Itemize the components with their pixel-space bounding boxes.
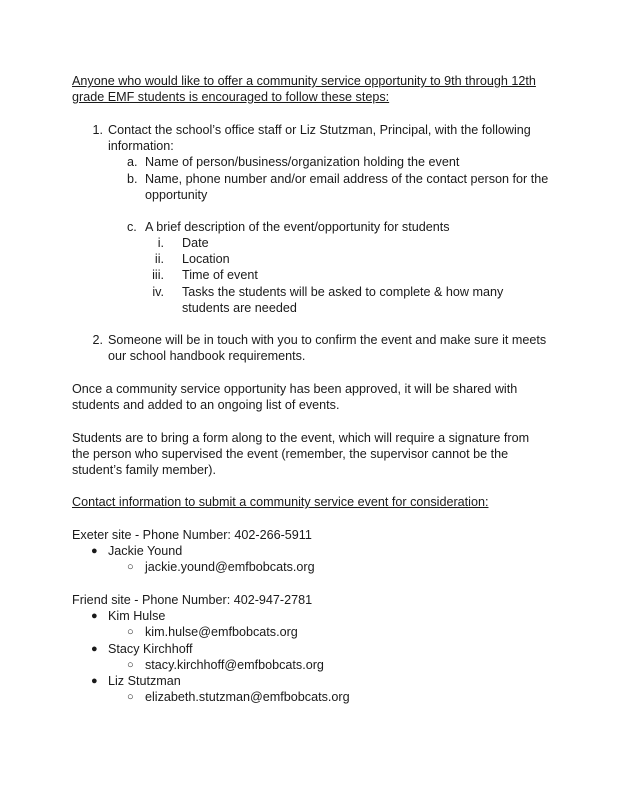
circle-bullet-icon: ○	[127, 626, 134, 638]
site-friend-label: Friend site - Phone Number: 402-947-2781	[72, 593, 313, 607]
contact-email-liz[interactable]: elizabeth.stutzman@emfbobcats.org	[145, 690, 350, 704]
contact-email-jackie[interactable]: jackie.yound@emfbobcats.org	[145, 560, 315, 574]
contact-name-kim: Kim Hulse	[108, 609, 166, 623]
detail-iii-marker: iii.	[152, 268, 164, 282]
step-1b-line-2: opportunity	[145, 188, 208, 202]
bullet-icon: ●	[91, 675, 98, 687]
circle-bullet-icon: ○	[127, 659, 134, 671]
detail-ii-marker: ii.	[154, 252, 164, 266]
paragraph-1-line-2: students and added to an ongoing list of events.	[72, 398, 340, 412]
circle-bullet-icon: ○	[127, 691, 134, 703]
step-1-line-1: Contact the school’s office staff or Liz Stutzman, Principal, with the following	[108, 123, 531, 137]
bullet-icon: ●	[91, 545, 98, 557]
detail-ii-text: Location	[182, 252, 230, 266]
detail-iv-line-2: students are needed	[182, 301, 297, 315]
paragraph-2-line-1: Students are to bring a form along to the event, which will require a signature from	[72, 431, 530, 445]
step-1c-marker: c.	[127, 220, 137, 234]
site-exeter-label: Exeter site - Phone Number: 402-266-5911	[72, 528, 312, 542]
contact-heading: Contact information to submit a community service event for consideration:	[72, 495, 489, 509]
circle-bullet-icon: ○	[127, 561, 134, 573]
contact-name-stacy: Stacy Kirchhoff	[108, 642, 193, 656]
step-2-marker: 2.	[92, 333, 103, 347]
contact-email-stacy[interactable]: stacy.kirchhoff@emfbobcats.org	[145, 658, 324, 672]
detail-iii-text: Time of event	[182, 268, 258, 282]
intro-heading-line-2: grade EMF students is encouraged to follow these steps:	[72, 90, 390, 104]
paragraph-2-line-3: student’s family member).	[72, 463, 216, 477]
bullet-icon: ●	[91, 610, 98, 622]
step-1b-line-1: Name, phone number and/or email address of the contact person for the	[145, 172, 549, 186]
step-2-line-1: Someone will be in touch with you to confirm the event and make sure it meets	[108, 333, 547, 347]
intro-heading-line-1: Anyone who would like to offer a community service opportunity to 9th through 12th	[72, 74, 536, 88]
step-1-marker: 1.	[92, 123, 103, 137]
step-1-line-2: information:	[108, 139, 174, 153]
step-1b-marker: b.	[127, 172, 138, 186]
contact-name-liz: Liz Stutzman	[108, 674, 181, 688]
step-1a-text: Name of person/business/organization holding the event	[145, 155, 460, 169]
detail-iv-line-1: Tasks the students will be asked to complete & how many	[182, 285, 504, 299]
step-2-line-2: our school handbook requirements.	[108, 349, 306, 363]
detail-iv-marker: iv.	[152, 285, 164, 299]
paragraph-1-line-1: Once a community service opportunity has been approved, it will be shared with	[72, 382, 518, 396]
contact-email-kim[interactable]: kim.hulse@emfbobcats.org	[145, 625, 298, 639]
detail-i-marker: i.	[157, 236, 164, 250]
step-1a-marker: a.	[127, 155, 138, 169]
bullet-icon: ●	[91, 643, 98, 655]
step-1c-text: A brief description of the event/opportunity for students	[145, 220, 450, 234]
paragraph-2-line-2: the person who supervised the event (remember, the supervisor cannot be the	[72, 447, 509, 461]
contact-name-jackie: Jackie Yound	[108, 544, 183, 558]
detail-i-text: Date	[182, 236, 209, 250]
